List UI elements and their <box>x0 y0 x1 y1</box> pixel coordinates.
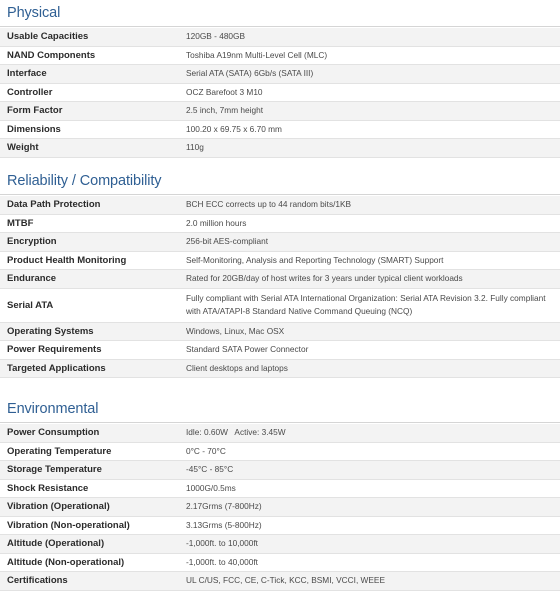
spec-label: Targeted Applications <box>7 362 106 374</box>
spec-value: Client desktops and laptops <box>186 362 288 373</box>
spec-row <box>0 196 560 215</box>
spec-row <box>0 139 560 158</box>
spec-label: Data Path Protection <box>7 199 101 211</box>
spec-value: 1000G/0.5ms <box>186 482 236 493</box>
spec-row <box>0 102 560 121</box>
spec-label: Operating Systems <box>7 325 94 337</box>
spec-label: Power Requirements <box>7 344 102 356</box>
spec-row <box>0 84 560 103</box>
spec-label: Product Health Monitoring <box>7 254 127 266</box>
spec-label: Vibration (Operational) <box>7 501 110 513</box>
spec-row <box>0 498 560 517</box>
spec-row <box>0 535 560 554</box>
spec-value: Rated for 20GB/day of host writes for 3 years under typical client workloads <box>186 273 463 284</box>
spec-value: 2.0 million hours <box>186 217 247 228</box>
spec-label: Weight <box>7 142 39 154</box>
spec-value: -45°C - 85°C <box>186 464 234 475</box>
spec-label: Usable Capacities <box>7 31 89 43</box>
spec-row <box>0 554 560 573</box>
spec-row <box>0 65 560 84</box>
spec-label: NAND Components <box>7 49 96 61</box>
spec-row <box>0 215 560 234</box>
spec-value: 3.13Grms (5-800Hz) <box>186 519 262 530</box>
spec-label: Dimensions <box>7 123 61 135</box>
spec-row <box>0 341 560 360</box>
spec-row <box>0 517 560 536</box>
spec-value: 2.5 inch, 7mm height <box>186 105 264 116</box>
spec-row <box>0 289 560 323</box>
section-title-environmental: Environmental <box>7 401 99 417</box>
spec-row <box>0 323 560 342</box>
section-divider <box>0 194 560 195</box>
spec-label: Encryption <box>7 236 57 248</box>
spec-label: Altitude (Operational) <box>7 538 105 550</box>
spec-value: 110g <box>186 142 204 153</box>
spec-row <box>0 424 560 443</box>
spec-value: 120GB - 480GB <box>186 31 246 42</box>
spec-label: Power Consumption <box>7 427 100 439</box>
spec-row <box>0 443 560 462</box>
spec-row <box>0 572 560 591</box>
spec-value: BCH ECC corrects up to 44 random bits/1KB <box>186 199 352 210</box>
spec-row <box>0 360 560 379</box>
spec-label: Vibration (Non-operational) <box>7 519 130 531</box>
spec-value: Standard SATA Power Connector <box>186 344 309 355</box>
spec-row <box>0 480 560 499</box>
spec-value: -1,000ft. to 10,000ft <box>186 538 258 549</box>
section-title-reliability: Reliability / Compatibility <box>7 173 162 189</box>
spec-label: Endurance <box>7 273 57 285</box>
spec-label: Shock Resistance <box>7 482 89 494</box>
spec-value: Windows, Linux, Mac OSX <box>186 325 285 336</box>
spec-row <box>0 252 560 271</box>
spec-row <box>0 28 560 47</box>
spec-value: Serial ATA (SATA) 6Gb/s (SATA III) <box>186 68 314 79</box>
spec-row <box>0 121 560 140</box>
spec-table-reliability <box>0 196 560 378</box>
spec-table-environmental <box>0 424 560 591</box>
spec-label: Altitude (Non-operational) <box>7 556 125 568</box>
spec-value: 2.17Grms (7-800Hz) <box>186 501 262 512</box>
spec-row <box>0 233 560 252</box>
spec-value: 0°C - 70°C <box>186 445 226 456</box>
spec-label: Storage Temperature <box>7 464 102 476</box>
section-divider <box>0 422 560 423</box>
spec-row <box>0 270 560 289</box>
spec-table-physical <box>0 28 560 158</box>
spec-label: MTBF <box>7 217 34 229</box>
spec-row <box>0 461 560 480</box>
spec-value: OCZ Barefoot 3 M10 <box>186 86 263 97</box>
spec-value: Self-Monitoring, Analysis and Reporting Technology (SMART) Support <box>186 254 444 265</box>
spec-label: Controller <box>7 86 53 98</box>
spec-label: Interface <box>7 68 47 80</box>
section-title-physical: Physical <box>7 5 61 21</box>
spec-value: Idle: 0.60W Active: 3.45W <box>186 427 286 438</box>
spec-value: 256-bit AES-compliant <box>186 236 269 247</box>
spec-label: Operating Temperature <box>7 445 112 457</box>
spec-value: Toshiba A19nm Multi-Level Cell (MLC) <box>186 49 328 60</box>
section-divider <box>0 26 560 27</box>
spec-value: UL C/US, FCC, CE, C-Tick, KCC, BSMI, VCCI, WEEE <box>186 575 385 586</box>
spec-label: Serial ATA <box>7 299 54 311</box>
spec-row <box>0 47 560 66</box>
spec-value: 100.20 x 69.75 x 6.70 mm <box>186 123 282 134</box>
spec-label: Certifications <box>7 575 68 587</box>
spec-value: -1,000ft. to 40,000ft <box>186 556 258 567</box>
spec-label: Form Factor <box>7 105 63 117</box>
spec-value: Fully compliant with Serial ATA International Organization: Serial ATA Revision 3.2. Fully compliant with ATA/ATAPI-8 Standard Native Command Queuing (NCQ) <box>186 293 546 316</box>
